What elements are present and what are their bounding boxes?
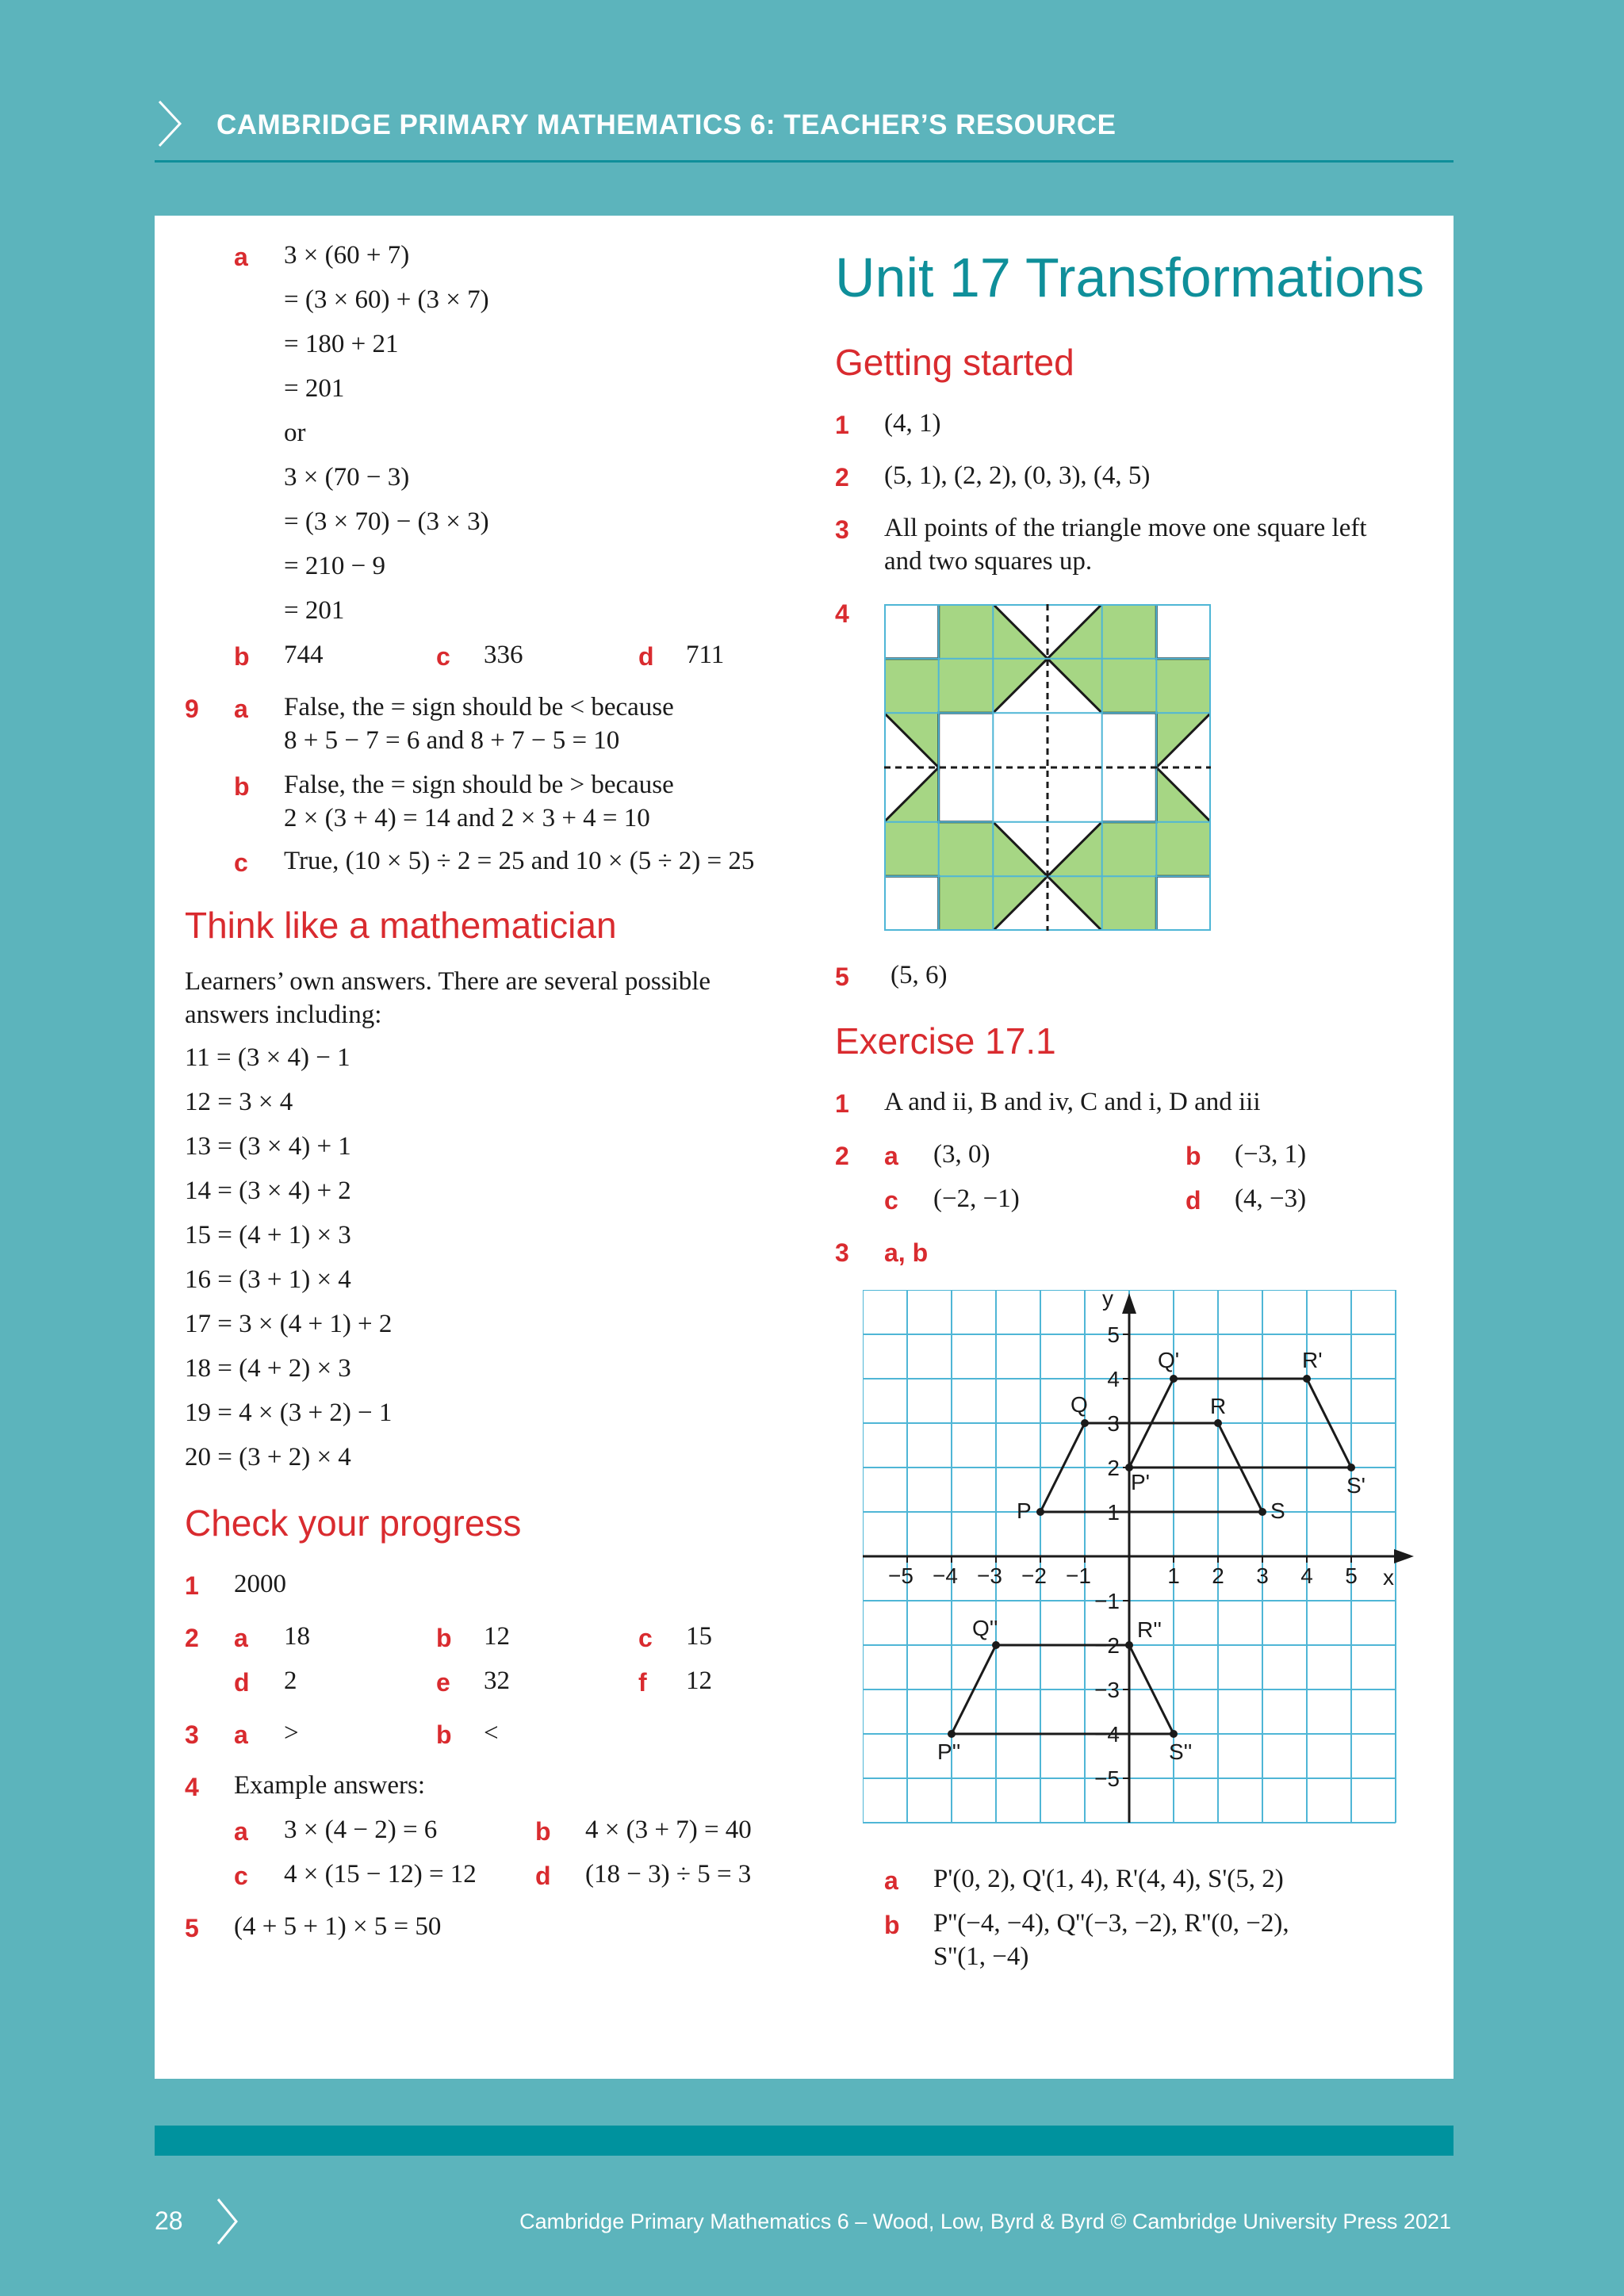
equation-line: 20 = (3 + 2) × 4 <box>185 1443 351 1471</box>
vertex-label: S' <box>1346 1473 1366 1498</box>
question-number: 1 <box>835 1089 849 1118</box>
answer-line: True, (10 × 5) ÷ 2 = 25 and 10 × (5 ÷ 2) = 25 <box>284 847 755 875</box>
part-label: a <box>234 695 248 723</box>
y-tick-label: −1 <box>1094 1589 1120 1613</box>
part-label: a <box>234 243 248 271</box>
answer-line: P'(0, 2), Q'(1, 4), R'(4, 4), S'(5, 2) <box>933 1865 1284 1893</box>
question-number: 4 <box>835 599 849 628</box>
vertex-point <box>1258 1508 1266 1516</box>
y-tick-label: 1 <box>1107 1500 1120 1525</box>
answer-value: (4, 1) <box>884 409 941 438</box>
x-tick-label: −2 <box>1021 1563 1047 1588</box>
equation-line: 15 = (4 + 1) × 3 <box>185 1221 351 1249</box>
vertex-label: Q <box>1071 1392 1088 1417</box>
part-label: a <box>884 1866 898 1895</box>
y-tick-label: −2 <box>1094 1633 1120 1658</box>
answer-value: 18 <box>284 1622 310 1651</box>
answer-value: 711 <box>686 641 725 669</box>
answer-line: False, the = sign should be < because <box>284 693 674 721</box>
content-panel <box>155 216 1454 2079</box>
answer-line: S''(1, −4) <box>933 1942 1029 1971</box>
vertex-label: Q'' <box>972 1616 998 1640</box>
part-label: e <box>436 1668 450 1697</box>
equation-line: 19 = 4 × (3 + 2) − 1 <box>185 1399 393 1427</box>
y-tick-label: −4 <box>1094 1722 1120 1747</box>
part-label: a <box>234 1720 248 1749</box>
vertex-label: P' <box>1131 1470 1151 1494</box>
answer-value: (3, 0) <box>933 1140 990 1169</box>
working-line: 3 × (70 − 3) <box>284 463 410 492</box>
chevron-right-icon <box>155 98 186 149</box>
part-label: d <box>1185 1186 1201 1215</box>
part-label: a <box>234 1817 248 1846</box>
part-label: b <box>884 1911 900 1939</box>
section-heading: Exercise 17.1 <box>835 1020 1056 1062</box>
answer-value: 15 <box>686 1622 712 1651</box>
part-label: b <box>1185 1142 1201 1170</box>
y-tick-label: 2 <box>1107 1456 1120 1480</box>
answer-line: and two squares up. <box>884 547 1093 576</box>
question-number: 4 <box>185 1773 199 1801</box>
vertex-point <box>1303 1375 1311 1383</box>
y-axis-arrow <box>1122 1293 1136 1314</box>
intro-line: answers including: <box>185 1001 382 1029</box>
part-label: c <box>884 1186 898 1215</box>
part-label: c <box>234 848 248 877</box>
equation-line: 17 = 3 × (4 + 1) + 2 <box>185 1310 393 1338</box>
answer-value: A and ii, B and iv, C and i, D and iii <box>884 1088 1261 1116</box>
part-label: c <box>234 1862 248 1890</box>
vertex-label: R <box>1210 1394 1227 1418</box>
vertex-point <box>1170 1730 1178 1738</box>
question-number: 9 <box>185 695 199 723</box>
vertex-point <box>1081 1419 1089 1427</box>
equation-line: 16 = (3 + 1) × 4 <box>185 1265 351 1294</box>
working-line: = 180 + 21 <box>284 330 399 358</box>
y-tick-label: −3 <box>1094 1678 1120 1702</box>
answer-line: P''(−4, −4), Q''(−3, −2), R''(0, −2), <box>933 1909 1289 1938</box>
answer-value: > <box>284 1719 299 1747</box>
x-tick-label: 2 <box>1212 1563 1224 1588</box>
part-label: b <box>234 642 250 671</box>
vertex-point <box>1125 1641 1133 1649</box>
vertex-point <box>1170 1375 1178 1383</box>
answer-line: All points of the triangle move one square left <box>884 514 1367 542</box>
question-number: 5 <box>185 1914 199 1942</box>
answer-value: 12 <box>686 1667 712 1695</box>
part-label: a <box>234 1624 248 1652</box>
answer-value: 744 <box>284 641 324 669</box>
answer-value: 4 × (3 + 7) = 40 <box>585 1816 752 1844</box>
header-title: CAMBRIDGE PRIMARY MATHEMATICS 6: TEACHER’S RESOURCE <box>216 109 1116 140</box>
symmetry-pattern-diagram <box>884 604 1211 931</box>
equation-line: 14 = (3 × 4) + 2 <box>185 1177 351 1205</box>
question-number: 5 <box>835 962 849 991</box>
answer-value: 3 × (4 − 2) = 6 <box>284 1816 438 1844</box>
part-label: a, b <box>884 1238 929 1267</box>
question-number: 2 <box>835 463 849 492</box>
question-number: 3 <box>835 515 849 544</box>
vertex-label: S <box>1270 1498 1285 1523</box>
question-number: 1 <box>185 1571 199 1600</box>
unit-title: Unit 17 Transformations <box>835 247 1425 308</box>
part-label: f <box>638 1668 647 1697</box>
x-tick-label: −3 <box>977 1563 1002 1588</box>
part-label: c <box>436 642 450 671</box>
answer-value: 2 <box>284 1667 297 1695</box>
part-label: d <box>234 1668 250 1697</box>
question-number: 2 <box>185 1624 199 1652</box>
y-axis-label: y <box>1102 1290 1113 1311</box>
answer-value: (18 − 3) ÷ 5 = 3 <box>585 1860 752 1888</box>
question-number: 2 <box>835 1142 849 1170</box>
answer-value: (5, 6) <box>891 961 948 989</box>
page-header <box>155 95 1454 163</box>
answer-value: 336 <box>484 641 523 669</box>
answer-value: (5, 1), (2, 2), (0, 3), (4, 5) <box>884 461 1151 490</box>
answer-value: (4 + 5 + 1) × 5 = 50 <box>234 1912 442 1941</box>
y-tick-label: 4 <box>1107 1367 1120 1391</box>
vertex-point <box>1036 1508 1044 1516</box>
part-label: b <box>436 1720 452 1749</box>
equation-line: 11 = (3 × 4) − 1 <box>185 1043 350 1072</box>
part-label: d <box>638 642 654 671</box>
answer-line: 8 + 5 − 7 = 6 and 8 + 7 − 5 = 10 <box>284 726 620 755</box>
working-line: = (3 × 60) + (3 × 7) <box>284 285 489 314</box>
question-number: 1 <box>835 411 849 439</box>
x-axis-label: x <box>1383 1565 1394 1590</box>
equation-line: 18 = (4 + 2) × 3 <box>185 1354 351 1383</box>
x-tick-label: −4 <box>933 1563 958 1588</box>
footer-credit: Cambridge Primary Mathematics 6 – Wood, Low, Byrd & Byrd © Cambridge University Press 2021 <box>519 2210 1451 2233</box>
answer-value: (4, −3) <box>1235 1184 1307 1213</box>
x-tick-label: −1 <box>1066 1563 1091 1588</box>
x-tick-label: 3 <box>1256 1563 1269 1588</box>
vertex-point <box>1214 1419 1222 1427</box>
vertex-label: Q' <box>1158 1348 1180 1372</box>
answer-value: 4 × (15 − 12) = 12 <box>284 1860 477 1888</box>
x-tick-label: 5 <box>1345 1563 1358 1588</box>
coordinate-grid-diagram <box>863 1290 1418 1845</box>
part-label: d <box>535 1862 551 1890</box>
intro-line: Example answers: <box>234 1771 426 1800</box>
vertex-label: P <box>1017 1498 1032 1523</box>
answer-value: 32 <box>484 1667 510 1695</box>
working-line: = (3 × 70) − (3 × 3) <box>284 507 489 536</box>
part-label: b <box>535 1817 551 1846</box>
intro-line: Learners’ own answers. There are several possible <box>185 967 711 996</box>
x-axis-arrow <box>1394 1549 1414 1563</box>
footer-bar <box>155 2126 1454 2156</box>
answer-value: (−2, −1) <box>933 1184 1020 1213</box>
section-heading: Check your progress <box>185 1502 522 1544</box>
part-label: b <box>436 1624 452 1652</box>
answer-line: False, the = sign should be > because <box>284 771 674 799</box>
answer-value: (−3, 1) <box>1235 1140 1307 1169</box>
working-line: 3 × (60 + 7) <box>284 241 410 270</box>
answer-line: 2 × (3 + 4) = 14 and 2 × 3 + 4 = 10 <box>284 804 650 832</box>
page-number: 28 <box>155 2206 183 2235</box>
chevron-right-icon <box>214 2196 241 2247</box>
y-tick-label: 3 <box>1107 1411 1120 1436</box>
vertex-point <box>992 1641 1000 1649</box>
part-label: a <box>884 1142 898 1170</box>
equation-line: 13 = (3 × 4) + 1 <box>185 1132 351 1161</box>
answer-value: < <box>484 1719 499 1747</box>
vertex-point <box>948 1730 956 1738</box>
section-heading: Think like a mathematician <box>185 905 617 946</box>
working-line: = 210 − 9 <box>284 552 385 580</box>
question-number: 3 <box>835 1238 849 1267</box>
question-number: 3 <box>185 1720 199 1749</box>
part-label: b <box>234 772 250 801</box>
y-tick-label: 5 <box>1107 1322 1120 1347</box>
vertex-label: R' <box>1302 1348 1323 1372</box>
vertex-label: P'' <box>937 1739 961 1764</box>
vertex-point <box>1347 1464 1355 1471</box>
x-tick-label: 1 <box>1167 1563 1180 1588</box>
vertex-label: R'' <box>1137 1617 1162 1642</box>
working-line: = 201 <box>284 374 345 403</box>
answer-value: 12 <box>484 1622 510 1651</box>
working-line: or <box>284 419 306 447</box>
answer-value: 2000 <box>234 1570 286 1598</box>
x-tick-label: −5 <box>888 1563 914 1588</box>
section-heading: Getting started <box>835 342 1074 383</box>
working-line: = 201 <box>284 596 345 625</box>
part-label: c <box>638 1624 653 1652</box>
x-tick-label: 4 <box>1300 1563 1313 1588</box>
vertex-label: S'' <box>1169 1739 1193 1764</box>
y-tick-label: −5 <box>1094 1766 1120 1791</box>
equation-line: 12 = 3 × 4 <box>185 1088 293 1116</box>
